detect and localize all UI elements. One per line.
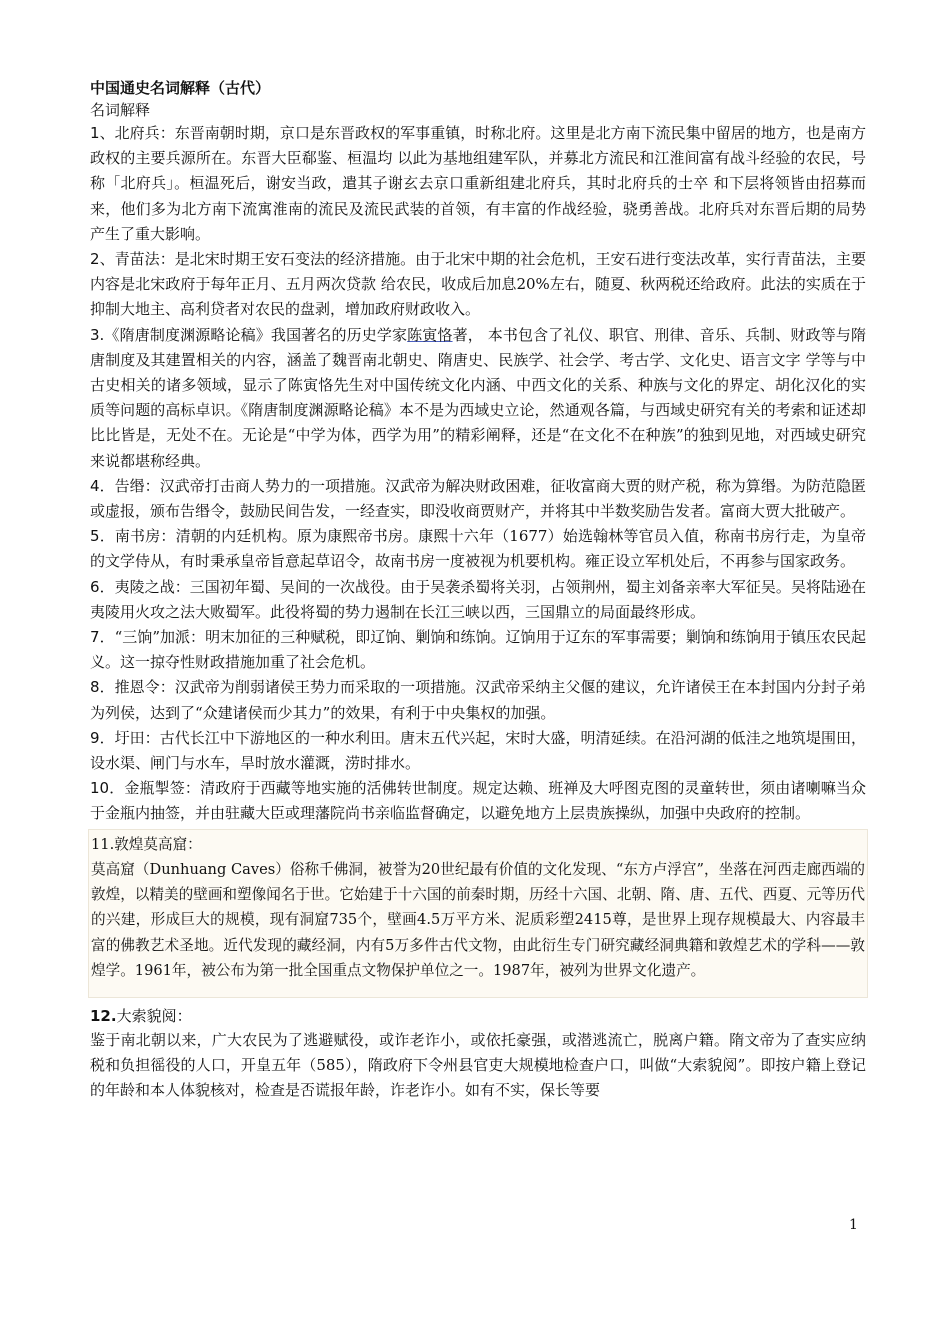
entry-number: 12. [90,1006,117,1025]
entry-11-heading: 11.敦煌莫高窟： [91,835,202,853]
entry-1 [90,121,866,247]
entry-number: 4． [90,476,115,495]
entry-text: 南书房：清朝的内廷机构。原为康熙帝书房。康熙十六年（1677）始选翰林等官员入值，称南书房行走，为皇帝的文学侍从，有时秉承皇帝旨意起草诏令，故南书房一度被视为机要机构。雍正设立军机处后，不再参与国家政务。 [90,527,866,571]
entry-9 [90,726,866,776]
entry-number: 2、 [90,250,115,269]
entry-text: 《隋唐制度渊源略论稿》我国著名的历史学家 [104,325,408,344]
entry-4 [90,474,866,524]
entry-text: 告缗：汉武帝打击商人势力的一项措施。汉武帝为解决财政困难，征收富商大贾的财产税，称为算缗。为防范隐匿或虚报，颁布告缗令，鼓励民间告发，一经查实，即没收商贾财产，并将其中半数奖励告发者。富商大贾大批破产。 [90,476,866,521]
entry-2 [90,247,866,323]
document-page [90,78,866,1104]
entry-7 [90,625,866,675]
entry-6 [90,575,866,625]
entry-11-text: 莫高窟（Dunhuang Caves）俗称千佛洞，被誉为20世纪最有价值的文化发现、“东方卢浮宫”，坐落在河西走廊西端的敦煌，以精美的壁画和塑像闻名于世。它始建于十六国的前秦时期，历经十六国、北朝、隋、唐、五代、西夏、元等历代的兴建，形成巨大的规模，现有洞窟735个，壁画4.5万平方米、泥质彩塑2415尊，是世界上现存规模最大、内容最丰富的佛教艺术圣地。近代发现的藏经洞，内有5万多件古代文物，由此衍生专门研究藏经洞典籍和敦煌艺术的学科——敦煌学。1961年，被公布为第一批全国重点文物保护单位之一。1987年，被列为世界文化遗产。 [91,860,865,979]
document-subtitle: 名词解释 [90,101,151,119]
entry-text: 北府兵：东晋南朝时期，京口是东晋政权的军事重镇，时称北府。这里是北方南下流民集中留居的地方，也是南方政权的主要兵源所在。东晋大臣郗鉴、桓温均 以此为基地组建军队，并募北方流民和江淮间富有战斗经验的农民，号称「北府兵」。桓温死后，谢安当政，遣其子谢玄去京口重新组建北府兵，其时北府兵的士卒 和下层将领皆由招募而来，他们多为北方南下流寓淮南的流民及流民武装的首领，有丰富的作战经验，骁勇善战。北府兵对东晋后期的局势产生了重大影响。 [90,124,866,243]
entry-number: 3. [90,325,105,344]
entry-12-heading [90,1002,866,1028]
entry-number: 6． [90,577,115,596]
entry-heading-text: 大索貌阅： [116,1006,192,1025]
entry-number: 8． [90,678,115,697]
entry-8 [90,675,866,725]
entry-number: 5． [90,527,115,546]
underlined-name-link[interactable]: 陈寅恪 [407,325,453,344]
entry-text: 金瓶掣签：清政府于西藏等地实施的活佛转世制度。规定达赖、班禅及大呼图克图的灵童转世，须由诸喇嘛当众于金瓶内抽签，并由驻藏大臣或理藩院尚书亲临监督确定，以避免地方上层贵族操纵，加强中央政府的控制。 [90,779,866,823]
entry-text: 圩田：古代长江中下游地区的一种水利田。唐末五代兴起，宋时大盛，明清延续。在沿河湖的低洼之地筑堤围田，设水渠、闸门与水车，旱时放水灌溉，涝时排水。 [90,728,866,773]
entry-number: 9． [90,728,115,747]
entry-12-text: 鉴于南北朝以来，广大农民为了逃避赋役，或诈老诈小，或依托豪强，或潜逃流亡，脱离户籍。隋文帝为了查实应纳税和负担徭役的人口，开皇五年（585），隋政府下令州县官吏大规模地检查户口，叫做“大索貌阅”。即按户籍上登记的年龄和本人体貌核对，检查是否谎报年龄，诈老诈小。如有不实，保长等要 [90,1030,866,1100]
entry-number: 10． [90,779,125,798]
entry-number: 1、 [90,124,115,142]
entry-text: 推恩令：汉武帝为削弱诸侯王势力而采取的一项措施。汉武帝采纳主父偃的建议，允许诸侯王在本封国内分封子弟为列侯，达到了“众建诸侯而少其力”的效果，有利于中央集权的加强。 [90,678,866,722]
entry-text: “三饷”加派：明末加征的三种赋税，即辽饷、剿饷和练饷。辽饷用于辽东的军事需要；剿饷和练饷用于镇压农民起义。这一掠夺性财政措施加重了社会危机。 [90,628,867,672]
entry-text-continued: 著， 本书包含了礼仪、职官、刑律、音乐、兵制、财政等与隋唐制度及其建置相关的内容，涵盖了魏晋南北朝史、隋唐史、民族学、社会学、考古学、文化史、语言文字 学等与中古史相关的诸多领域，显示了陈寅恪先生对中国传统文化内涵、中西文化的关系、种族与文化的界定、胡化汉化的实质等问题的高标卓识。《隋唐制度渊源略论稿》本不是为西域史立论，然通观各篇，与西域史研究有关的考索和证述却比比皆是，无处不在。无论是“中学为体，西学为用”的精彩阐释，还是“在文化不在种族”的独到见地，对西域史研究来说都堪称经典。 [90,325,866,470]
entry-10 [90,776,866,826]
entry-5 [90,524,866,574]
entry-text: 青苗法：是北宋时期王安石变法的经济措施。由于北宋中期的社会危机，王安石进行变法改革，实行青苗法，主要内容是北宋政府于每年正月、五月两次贷款 给农民，收成后加息20%左右，随夏、秋两税还给政府。此法的实质在于抑制大地主、高利贷者对农民的盘剥，增加政府财政收入。 [90,250,866,319]
entry-text: 夷陵之战：三国初年蜀、吴间的一次战役。由于吴袭杀蜀将关羽，占领荆州，蜀主刘备亲率大军征吴。吴将陆逊在夷陵用火攻之法大败蜀军。此役将蜀的势力遏制在长江三峡以西，三国鼎立的局面最终形成。 [90,577,866,621]
entry-number: 7． [90,628,115,647]
document-title: 中国通史名词解释（古代） [90,79,271,97]
entry-11-box [88,829,868,998]
page-number: 1 [849,1217,858,1233]
entry-3 [90,323,866,474]
